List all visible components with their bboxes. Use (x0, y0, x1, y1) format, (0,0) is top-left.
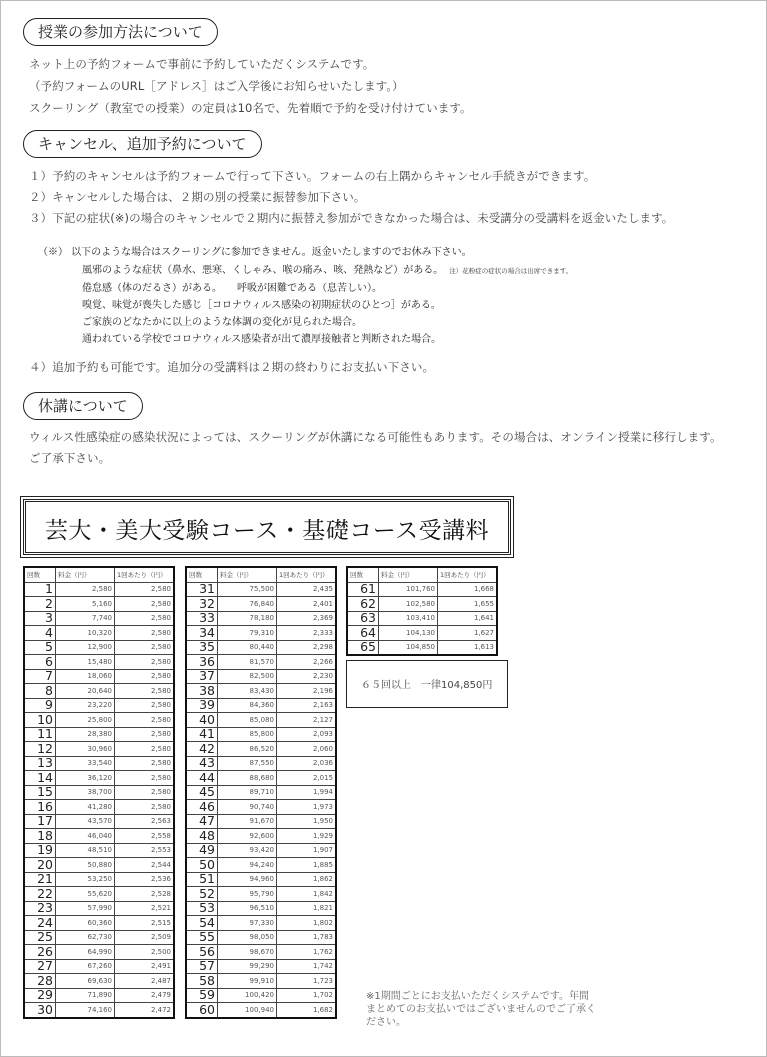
fee-cell: 99,290 (218, 959, 277, 974)
table-row (186, 814, 336, 829)
per-session-cell: 2,580 (115, 655, 175, 670)
per-session-cell: 2,580 (115, 800, 175, 815)
table-row (24, 1003, 174, 1018)
per-session-cell: 1,885 (277, 858, 337, 873)
session-count-cell: 61 (347, 582, 379, 597)
fee-cell: 12,900 (56, 640, 115, 655)
table-row (24, 916, 174, 931)
cancel-line-4: ４）追加予約も可能です。追加分の受講料は２期の終わりにお支払い下さい。 (29, 360, 435, 374)
per-session-cell: 2,266 (277, 655, 337, 670)
table-row (186, 843, 336, 858)
per-session-cell: 2,298 (277, 640, 337, 655)
per-session-cell: 2,060 (277, 742, 337, 757)
fee-cell: 88,680 (218, 771, 277, 786)
fee-cell: 102,580 (379, 597, 438, 612)
per-session-cell: 1,641 (438, 611, 498, 626)
table-row (24, 887, 174, 902)
per-session-cell: 1,762 (277, 945, 337, 960)
session-count-cell: 57 (186, 959, 218, 974)
fee-cell: 89,710 (218, 785, 277, 800)
session-count-cell: 13 (24, 756, 56, 771)
per-session-cell: 1,655 (438, 597, 498, 612)
table-header-cell: 1回あたり（円） (438, 567, 498, 582)
session-count-cell: 10 (24, 713, 56, 728)
session-count-cell: 63 (347, 611, 379, 626)
fee-cell: 91,670 (218, 814, 277, 829)
table-row (24, 626, 174, 641)
fee-cell: 2,580 (56, 582, 115, 597)
session-count-cell: 20 (24, 858, 56, 873)
session-count-cell: 15 (24, 785, 56, 800)
per-session-cell: 2,491 (115, 959, 175, 974)
table-row (347, 582, 497, 597)
table-row (24, 858, 174, 873)
table-row (186, 582, 336, 597)
session-count-cell: 6 (24, 655, 56, 670)
table-row (24, 742, 174, 757)
session-count-cell: 7 (24, 669, 56, 684)
per-session-cell: 2,230 (277, 669, 337, 684)
table-row (24, 771, 174, 786)
table-row (186, 742, 336, 757)
participation-line-2: （予約フォームのURL［アドレス］はご入学後にお知らせいたします。） (29, 79, 404, 93)
table-row (186, 887, 336, 902)
table-header-cell: 料金（円） (379, 567, 438, 582)
fee-table-2 (185, 566, 337, 1019)
table-row (24, 785, 174, 800)
per-session-cell: 1,950 (277, 814, 337, 829)
fee-cell: 69,630 (56, 974, 115, 989)
table-row (186, 698, 336, 713)
fee-cell: 100,420 (218, 988, 277, 1003)
fee-cell: 85,800 (218, 727, 277, 742)
symptom-note-title: （※） 以下のような場合はスクーリングに参加できません。返金いたしますのでお休み下さい。 (38, 247, 472, 258)
per-session-cell: 2,127 (277, 713, 337, 728)
participation-line-3: スクーリング（教室での授業）の定員は10名で、先着順で予約を受け付けています。 (29, 101, 472, 115)
session-count-cell: 36 (186, 655, 218, 670)
per-session-cell: 2,580 (115, 684, 175, 699)
per-session-cell: 1,802 (277, 916, 337, 931)
table-row (347, 597, 497, 612)
table-row (24, 974, 174, 989)
session-count-cell: 23 (24, 901, 56, 916)
session-count-cell: 33 (186, 611, 218, 626)
table-header-cell: 料金（円） (56, 567, 115, 582)
fee-cell: 101,760 (379, 582, 438, 597)
per-session-cell: 1,668 (438, 582, 498, 597)
session-count-cell: 58 (186, 974, 218, 989)
session-count-cell: 47 (186, 814, 218, 829)
table-row (347, 626, 497, 641)
session-count-cell: 26 (24, 945, 56, 960)
session-count-cell: 55 (186, 930, 218, 945)
table-row (186, 988, 336, 1003)
table-row (24, 655, 174, 670)
fee-cell: 76,840 (218, 597, 277, 612)
pollen-note: 注）花粉症の症状の場合は出席できます。 (449, 267, 573, 275)
session-count-cell: 29 (24, 988, 56, 1003)
session-count-cell: 62 (347, 597, 379, 612)
table-row (186, 959, 336, 974)
session-count-cell: 54 (186, 916, 218, 931)
table-row (347, 640, 497, 655)
fee-cell: 74,160 (56, 1003, 115, 1018)
table-row (186, 626, 336, 641)
per-session-cell: 1,613 (438, 640, 498, 655)
per-session-cell: 2,580 (115, 626, 175, 641)
table-row (24, 640, 174, 655)
session-count-cell: 32 (186, 597, 218, 612)
closure-line-2: ご了承下さい。 (29, 451, 111, 465)
table-header-row (347, 567, 497, 582)
session-count-cell: 5 (24, 640, 56, 655)
fee-cell: 83,430 (218, 684, 277, 699)
cancel-line-1: １）予約のキャンセルは予約フォームで行って下さい。フォームの右上隅からキャンセル手続きができます。 (29, 169, 596, 183)
per-session-cell: 2,558 (115, 829, 175, 844)
table-row (24, 698, 174, 713)
per-session-cell: 2,015 (277, 771, 337, 786)
session-count-cell: 8 (24, 684, 56, 699)
fee-cell: 50,880 (56, 858, 115, 873)
table-row (186, 872, 336, 887)
per-session-cell: 2,580 (115, 785, 175, 800)
cancel-line-3: ３）下記の症状(※)の場合のキャンセルで２期内に振替え参加ができなかった場合は、未受講分の受講料を返金いたします。 (29, 211, 674, 225)
fee-cell: 57,990 (56, 901, 115, 916)
fee-table-1 (23, 566, 175, 1019)
table-row (186, 611, 336, 626)
table-header-row (24, 567, 174, 582)
fee-cell: 18,060 (56, 669, 115, 684)
session-count-cell: 49 (186, 843, 218, 858)
per-session-cell: 2,479 (115, 988, 175, 1003)
fee-cell: 36,120 (56, 771, 115, 786)
per-session-cell: 1,973 (277, 800, 337, 815)
table-row (24, 829, 174, 844)
session-count-cell: 65 (347, 640, 379, 655)
per-session-cell: 2,544 (115, 858, 175, 873)
per-session-cell: 2,563 (115, 814, 175, 829)
per-session-cell: 1,682 (277, 1003, 337, 1018)
session-count-cell: 64 (347, 626, 379, 641)
per-session-cell: 2,580 (115, 698, 175, 713)
per-session-cell: 2,528 (115, 887, 175, 902)
fee-cell: 103,410 (379, 611, 438, 626)
per-session-cell: 1,821 (277, 901, 337, 916)
per-session-cell: 2,536 (115, 872, 175, 887)
fee-cell: 104,130 (379, 626, 438, 641)
session-count-cell: 18 (24, 829, 56, 844)
closure-heading: 休講について (23, 392, 143, 420)
table-header-cell: 1回あたり（円） (277, 567, 337, 582)
per-session-cell: 2,580 (115, 771, 175, 786)
table-row (186, 771, 336, 786)
fee-cell: 87,550 (218, 756, 277, 771)
session-count-cell: 60 (186, 1003, 218, 1018)
fee-cell: 41,280 (56, 800, 115, 815)
table-row (186, 901, 336, 916)
session-count-cell: 52 (186, 887, 218, 902)
table-row (24, 727, 174, 742)
table-row (186, 669, 336, 684)
per-session-cell: 1,907 (277, 843, 337, 858)
session-count-cell: 46 (186, 800, 218, 815)
fee-cell: 104,850 (379, 640, 438, 655)
table-row (347, 611, 497, 626)
per-session-cell: 1,783 (277, 930, 337, 945)
table-row (186, 1003, 336, 1018)
per-session-cell: 2,163 (277, 698, 337, 713)
per-session-cell: 2,580 (115, 611, 175, 626)
fee-cell: 48,510 (56, 843, 115, 858)
session-count-cell: 19 (24, 843, 56, 858)
session-count-cell: 14 (24, 771, 56, 786)
fee-cell: 33,540 (56, 756, 115, 771)
table-header-cell: 1回あたり（円） (115, 567, 175, 582)
per-session-cell: 2,580 (115, 756, 175, 771)
per-session-cell: 1,994 (277, 785, 337, 800)
session-count-cell: 39 (186, 698, 218, 713)
session-count-cell: 21 (24, 872, 56, 887)
session-count-cell: 35 (186, 640, 218, 655)
session-count-cell: 43 (186, 756, 218, 771)
session-count-cell: 30 (24, 1003, 56, 1018)
per-session-cell: 1,742 (277, 959, 337, 974)
table-row (24, 901, 174, 916)
per-session-cell: 2,196 (277, 684, 337, 699)
session-count-cell: 50 (186, 858, 218, 873)
fee-cell: 20,640 (56, 684, 115, 699)
per-session-cell: 2,580 (115, 713, 175, 728)
fee-cell: 84,360 (218, 698, 277, 713)
session-count-cell: 28 (24, 974, 56, 989)
fee-cell: 55,620 (56, 887, 115, 902)
table-row (24, 843, 174, 858)
session-count-cell: 4 (24, 626, 56, 641)
session-count-cell: 17 (24, 814, 56, 829)
table-row (186, 785, 336, 800)
per-session-cell: 2,580 (115, 669, 175, 684)
fee-cell: 81,570 (218, 655, 277, 670)
fee-title-box (23, 499, 511, 555)
fee-cell: 46,040 (56, 829, 115, 844)
fee-cell: 28,380 (56, 727, 115, 742)
session-count-cell: 51 (186, 872, 218, 887)
table-row (24, 945, 174, 960)
session-count-cell: 40 (186, 713, 218, 728)
fee-cell: 98,670 (218, 945, 277, 960)
fee-cell: 94,960 (218, 872, 277, 887)
fee-cell: 79,310 (218, 626, 277, 641)
fee-cell: 96,510 (218, 901, 277, 916)
per-session-cell: 1,842 (277, 887, 337, 902)
table-row (186, 916, 336, 931)
session-count-cell: 38 (186, 684, 218, 699)
per-session-cell: 2,472 (115, 1003, 175, 1018)
session-count-cell: 9 (24, 698, 56, 713)
session-count-cell: 24 (24, 916, 56, 931)
table-row (24, 959, 174, 974)
table-row (24, 713, 174, 728)
per-session-cell: 2,500 (115, 945, 175, 960)
table-header-cell: 料金（円） (218, 567, 277, 582)
fee-cell: 94,240 (218, 858, 277, 873)
table-row (186, 640, 336, 655)
table-row (24, 684, 174, 699)
session-count-cell: 41 (186, 727, 218, 742)
fee-cell: 23,220 (56, 698, 115, 713)
fee-cell: 97,330 (218, 916, 277, 931)
table-row (186, 930, 336, 945)
symptom-item-5: 通われている学校でコロナウィルス感染者が出て濃厚接触者と判断された場合。 (82, 334, 442, 345)
per-session-cell: 2,580 (115, 742, 175, 757)
per-session-cell: 2,580 (115, 582, 175, 597)
fee-table-3 (346, 566, 498, 656)
table-row (186, 974, 336, 989)
session-count-cell: 16 (24, 800, 56, 815)
fee-cell: 15,480 (56, 655, 115, 670)
session-count-cell: 45 (186, 785, 218, 800)
participation-heading: 授業の参加方法について (23, 18, 218, 46)
fee-cell: 90,740 (218, 800, 277, 815)
per-session-cell: 1,862 (277, 872, 337, 887)
session-count-cell: 53 (186, 901, 218, 916)
table-row (24, 611, 174, 626)
table-row (24, 930, 174, 945)
table-row (186, 945, 336, 960)
per-session-cell: 2,553 (115, 843, 175, 858)
per-session-cell: 2,435 (277, 582, 337, 597)
table-header-cell: 回数 (24, 567, 56, 582)
session-count-cell: 11 (24, 727, 56, 742)
per-session-cell: 1,702 (277, 988, 337, 1003)
fee-cell: 93,420 (218, 843, 277, 858)
fee-cell: 92,600 (218, 829, 277, 844)
table-row (24, 756, 174, 771)
session-count-cell: 48 (186, 829, 218, 844)
fee-cell: 30,960 (56, 742, 115, 757)
fee-cell: 75,500 (218, 582, 277, 597)
table-row (186, 858, 336, 873)
table-row (186, 684, 336, 699)
fee-cell: 38,700 (56, 785, 115, 800)
table-row (24, 800, 174, 815)
table-row (186, 597, 336, 612)
fee-cell: 85,080 (218, 713, 277, 728)
session-count-cell: 12 (24, 742, 56, 757)
session-count-cell: 42 (186, 742, 218, 757)
per-session-cell: 2,333 (277, 626, 337, 641)
fee-cell: 53,250 (56, 872, 115, 887)
closure-line-1: ウィルス性感染症の感染状況によっては、スクーリングが休講になる可能性もあります。その場合は、オンライン授業に移行します。 (29, 430, 722, 444)
cancel-line-2: ２）キャンセルした場合は、２期の別の授業に振替参加下さい。 (29, 190, 366, 204)
table-header-cell: 回数 (347, 567, 379, 582)
table-row (24, 582, 174, 597)
per-session-cell: 2,521 (115, 901, 175, 916)
fee-title: 芸大・美大受験コース・基礎コース受講料 (44, 518, 490, 544)
fee-cell: 82,500 (218, 669, 277, 684)
table-row (186, 713, 336, 728)
table-row (186, 829, 336, 844)
fee-cell: 67,260 (56, 959, 115, 974)
per-session-cell: 2,401 (277, 597, 337, 612)
table-header-cell: 回数 (186, 567, 218, 582)
per-session-cell: 2,580 (115, 640, 175, 655)
per-session-cell: 1,723 (277, 974, 337, 989)
flat-rate-box (346, 660, 508, 708)
fee-cell: 43,570 (56, 814, 115, 829)
table-row (24, 872, 174, 887)
fee-cell: 86,520 (218, 742, 277, 757)
per-session-cell: 2,487 (115, 974, 175, 989)
per-session-cell: 2,580 (115, 727, 175, 742)
session-count-cell: 22 (24, 887, 56, 902)
fee-cell: 98,050 (218, 930, 277, 945)
session-count-cell: 56 (186, 945, 218, 960)
participation-line-1: ネット上の予約フォームで事前に予約していただくシステムです。 (29, 57, 375, 71)
table-row (24, 814, 174, 829)
symptom-item-3: 嗅覚、味覚が喪失した感じ［コロナウィルス感染の初期症状のひとつ］がある。 (82, 300, 441, 311)
table-row (186, 727, 336, 742)
per-session-cell: 2,509 (115, 930, 175, 945)
fee-cell: 71,890 (56, 988, 115, 1003)
session-count-cell: 31 (186, 582, 218, 597)
session-count-cell: 59 (186, 988, 218, 1003)
flat-rate-text: ６５回以上 一律104,850円 (361, 680, 493, 691)
fee-cell: 78,180 (218, 611, 277, 626)
symptom-item-4: ご家族のどなたかに以上のような体調の変化が見られた場合。 (82, 317, 362, 328)
per-session-cell: 2,369 (277, 611, 337, 626)
session-count-cell: 34 (186, 626, 218, 641)
fee-cell: 7,740 (56, 611, 115, 626)
session-count-cell: 44 (186, 771, 218, 786)
table-row (24, 669, 174, 684)
symptom-item-1: 風邪のような症状（鼻水、悪寒、くしゃみ、喉の痛み、咳、発熱など）がある。 注）花粉症の症状の場合は出席できます。 (82, 265, 573, 276)
table-row (24, 597, 174, 612)
per-session-cell: 2,036 (277, 756, 337, 771)
session-count-cell: 2 (24, 597, 56, 612)
fee-cell: 25,800 (56, 713, 115, 728)
session-count-cell: 1 (24, 582, 56, 597)
table-header-row (186, 567, 336, 582)
fee-cell: 60,360 (56, 916, 115, 931)
table-row (24, 988, 174, 1003)
cancel-heading: キャンセル、追加予約について (23, 130, 262, 158)
symptom-item-2: 倦怠感（体のだるさ）がある。 呼吸が困難である（息苦しい）。 (82, 283, 382, 294)
fee-cell: 95,790 (218, 887, 277, 902)
per-session-cell: 2,515 (115, 916, 175, 931)
session-count-cell: 3 (24, 611, 56, 626)
fee-cell: 5,160 (56, 597, 115, 612)
fee-cell: 100,940 (218, 1003, 277, 1018)
fee-cell: 64,990 (56, 945, 115, 960)
per-session-cell: 1,929 (277, 829, 337, 844)
per-session-cell: 2,580 (115, 597, 175, 612)
table-row (186, 756, 336, 771)
table-row (186, 800, 336, 815)
fee-cell: 80,440 (218, 640, 277, 655)
per-session-cell: 1,627 (438, 626, 498, 641)
per-session-cell: 2,093 (277, 727, 337, 742)
session-count-cell: 37 (186, 669, 218, 684)
session-count-cell: 27 (24, 959, 56, 974)
fee-cell: 10,320 (56, 626, 115, 641)
session-count-cell: 25 (24, 930, 56, 945)
fee-cell: 62,730 (56, 930, 115, 945)
fee-cell: 99,910 (218, 974, 277, 989)
payment-footnote: ※1期間ごとにお支払いただくシステムです。年間まとめてのお支払いではございませんのでご了承ください。 (366, 991, 596, 1028)
table-row (186, 655, 336, 670)
